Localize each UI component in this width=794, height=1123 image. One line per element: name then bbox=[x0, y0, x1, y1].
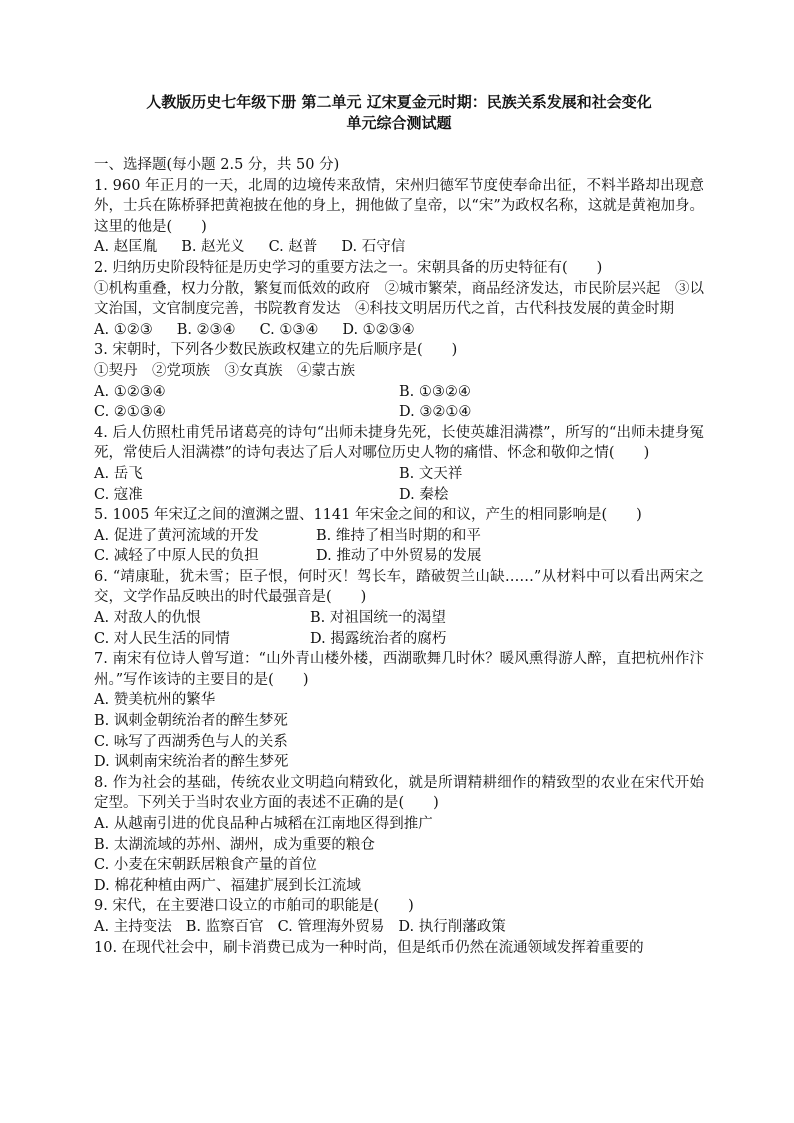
question-options bbox=[94, 464, 704, 505]
option-d[interactable]: D. 揭露统治者的腐朽 bbox=[310, 630, 447, 647]
option-d[interactable]: D. 石守信 bbox=[341, 239, 406, 256]
question-options bbox=[94, 608, 704, 649]
question-1 bbox=[94, 176, 704, 258]
question-4 bbox=[94, 423, 704, 505]
option-a[interactable]: A. 赞美杭州的繁华 bbox=[94, 692, 216, 709]
option-c[interactable]: C. 小麦在宋朝跃居粮食产量的首位 bbox=[94, 857, 317, 874]
option-a[interactable]: A. ①②③④ bbox=[94, 383, 166, 400]
question-stem: 1. 960 年正月的一天，北周的边境传来敌情，宋州归德军节度使奉命出征，不料半路却出现意外，士兵在陈桥驿把黄袍披在他的身上，拥他做了皇帝，以“宋”为政权名称，这就是黄袍加身。这里的他是( ) bbox=[94, 177, 704, 235]
question-stem: 6. “靖康耻，犹未雪；臣子恨，何时灭！驾长车，踏破贺兰山缺……”从材料中可以看出两宋之交，文学作品反映出的时代最强音是( ) bbox=[94, 568, 704, 606]
question-options bbox=[94, 382, 704, 423]
title-line-1: 人教版历史七年级下册 第二单元 辽宋夏金元时期：民族关系发展和社会变化 bbox=[146, 93, 652, 111]
option-c[interactable]: C. ①③④ bbox=[259, 321, 319, 338]
option-a[interactable]: A. ①②③ bbox=[94, 321, 153, 338]
option-b[interactable]: B. 太湖流域的苏州、湖州，成为重要的粮仓 bbox=[94, 836, 375, 853]
option-a[interactable]: A. 对敌人的仇恨 bbox=[94, 610, 201, 627]
option-c[interactable]: C. 寇准 bbox=[94, 486, 143, 503]
question-options bbox=[94, 237, 704, 258]
option-a[interactable]: A. 促进了黄河流域的开发 bbox=[94, 527, 259, 544]
option-c[interactable]: C. 赵普 bbox=[268, 239, 318, 256]
document-page bbox=[94, 92, 704, 958]
question-9 bbox=[94, 896, 704, 937]
option-c[interactable]: C. 减轻了中原人民的负担 bbox=[94, 548, 259, 565]
question-options bbox=[94, 917, 704, 938]
option-a[interactable]: A. 主持变法 bbox=[94, 918, 172, 935]
option-c[interactable]: C. 对人民生活的同情 bbox=[94, 630, 230, 647]
question-stem: 10. 在现代社会中，刷卡消费已成为一种时尚，但是纸币仍然在流通领域发挥着重要的 bbox=[94, 939, 644, 956]
question-stem: 8. 作为社会的基础，传统农业文明趋向精致化，就是所谓精耕细作的精致型的农业在宋代开始定型。下列关于当时农业方面的表述不正确的是( ) bbox=[94, 774, 704, 812]
section-heading: 一、选择题(每小题 2.5 分，共 50 分) bbox=[94, 157, 340, 173]
question-10 bbox=[94, 938, 704, 959]
option-b[interactable]: B. 讽刺金朝统治者的醉生梦死 bbox=[94, 713, 288, 730]
option-b[interactable]: B. 维持了相当时期的和平 bbox=[316, 527, 481, 544]
question-6 bbox=[94, 567, 704, 649]
question-stem: 3. 宋朝时，下列各少数民族政权建立的先后顺序是( ) bbox=[94, 342, 458, 359]
question-3 bbox=[94, 340, 704, 422]
option-b[interactable]: B. 对祖国统一的渴望 bbox=[310, 610, 446, 627]
option-d[interactable]: D. 棉花种植由两广、福建扩展到长江流域 bbox=[94, 877, 361, 894]
question-8 bbox=[94, 773, 704, 897]
option-a[interactable]: A. 岳飞 bbox=[94, 465, 143, 482]
question-stem: 4. 后人仿照杜甫凭吊诸葛亮的诗句“出师未捷身先死，长使英雄泪满襟”，所写的“出师未捷身冤死，常使后人泪满襟”的诗句表达了后人对哪位历史人物的痛惜、怀念和敬仰之情( ) bbox=[94, 424, 704, 462]
option-b[interactable]: B. ②③④ bbox=[176, 321, 236, 338]
option-d[interactable]: D. 推动了中外贸易的发展 bbox=[316, 548, 482, 565]
option-d[interactable]: D. ③②①④ bbox=[399, 404, 472, 421]
question-stem: 2. 归纳历史阶段特征是历史学习的重要方法之一。宋朝具备的历史特征有( ) bbox=[94, 259, 603, 276]
option-d[interactable]: D. 讽刺南宋统治者的醉生梦死 bbox=[94, 754, 289, 771]
question-options bbox=[94, 690, 704, 772]
option-c[interactable]: C. ②①③④ bbox=[94, 404, 166, 421]
question-5 bbox=[94, 505, 704, 567]
question-2 bbox=[94, 258, 704, 340]
option-b[interactable]: B. ①③②④ bbox=[399, 383, 471, 400]
question-stem: 5. 1005 年宋辽之间的澶渊之盟、1141 年宋金之间的和议，产生的相同影响是( ) bbox=[94, 507, 642, 524]
option-b[interactable]: B. 赵光义 bbox=[181, 239, 245, 256]
question-material: ①机构重叠，权力分散，繁复而低效的政府 ②城市繁荣，商品经济发达，市民阶层兴起 ③以文治国，文官制度完善，书院教育发达 ④科技文明居历代之首，古代科技发展的黄金时期 bbox=[94, 280, 704, 318]
question-material: ①契丹 ②党项族 ③女真族 ④蒙古族 bbox=[94, 362, 355, 379]
title-line-2: 单元综合测试题 bbox=[346, 114, 452, 132]
option-a[interactable]: A. 从越南引进的优良品种占城稻在江南地区得到推广 bbox=[94, 816, 433, 832]
question-options bbox=[94, 526, 704, 567]
question-7 bbox=[94, 649, 704, 773]
option-c[interactable]: C. 管理海外贸易 bbox=[277, 918, 385, 935]
question-stem: 7. 南宋有位诗人曾写道：“山外青山楼外楼，西湖歌舞几时休？暖风熏得游人醉，直把杭州作汴州。”写作该诗的主要目的是( ) bbox=[94, 651, 704, 688]
option-c[interactable]: C. 咏写了西湖秀色与人的关系 bbox=[94, 733, 288, 750]
section-choice-questions bbox=[94, 155, 704, 958]
question-options bbox=[94, 814, 704, 896]
option-a[interactable]: A. 赵匡胤 bbox=[94, 239, 158, 256]
option-b[interactable]: B. 文天祥 bbox=[399, 465, 463, 482]
option-d[interactable]: D. ①②③④ bbox=[342, 321, 415, 338]
option-d[interactable]: D. 秦桧 bbox=[399, 486, 449, 503]
question-options bbox=[94, 320, 704, 341]
option-b[interactable]: B. 监察百官 bbox=[185, 918, 264, 935]
option-d[interactable]: D. 执行削藩政策 bbox=[398, 918, 506, 935]
question-stem: 9. 宋代，在主要港口设立的市舶司的职能是( ) bbox=[94, 898, 414, 915]
document-title bbox=[94, 92, 704, 134]
